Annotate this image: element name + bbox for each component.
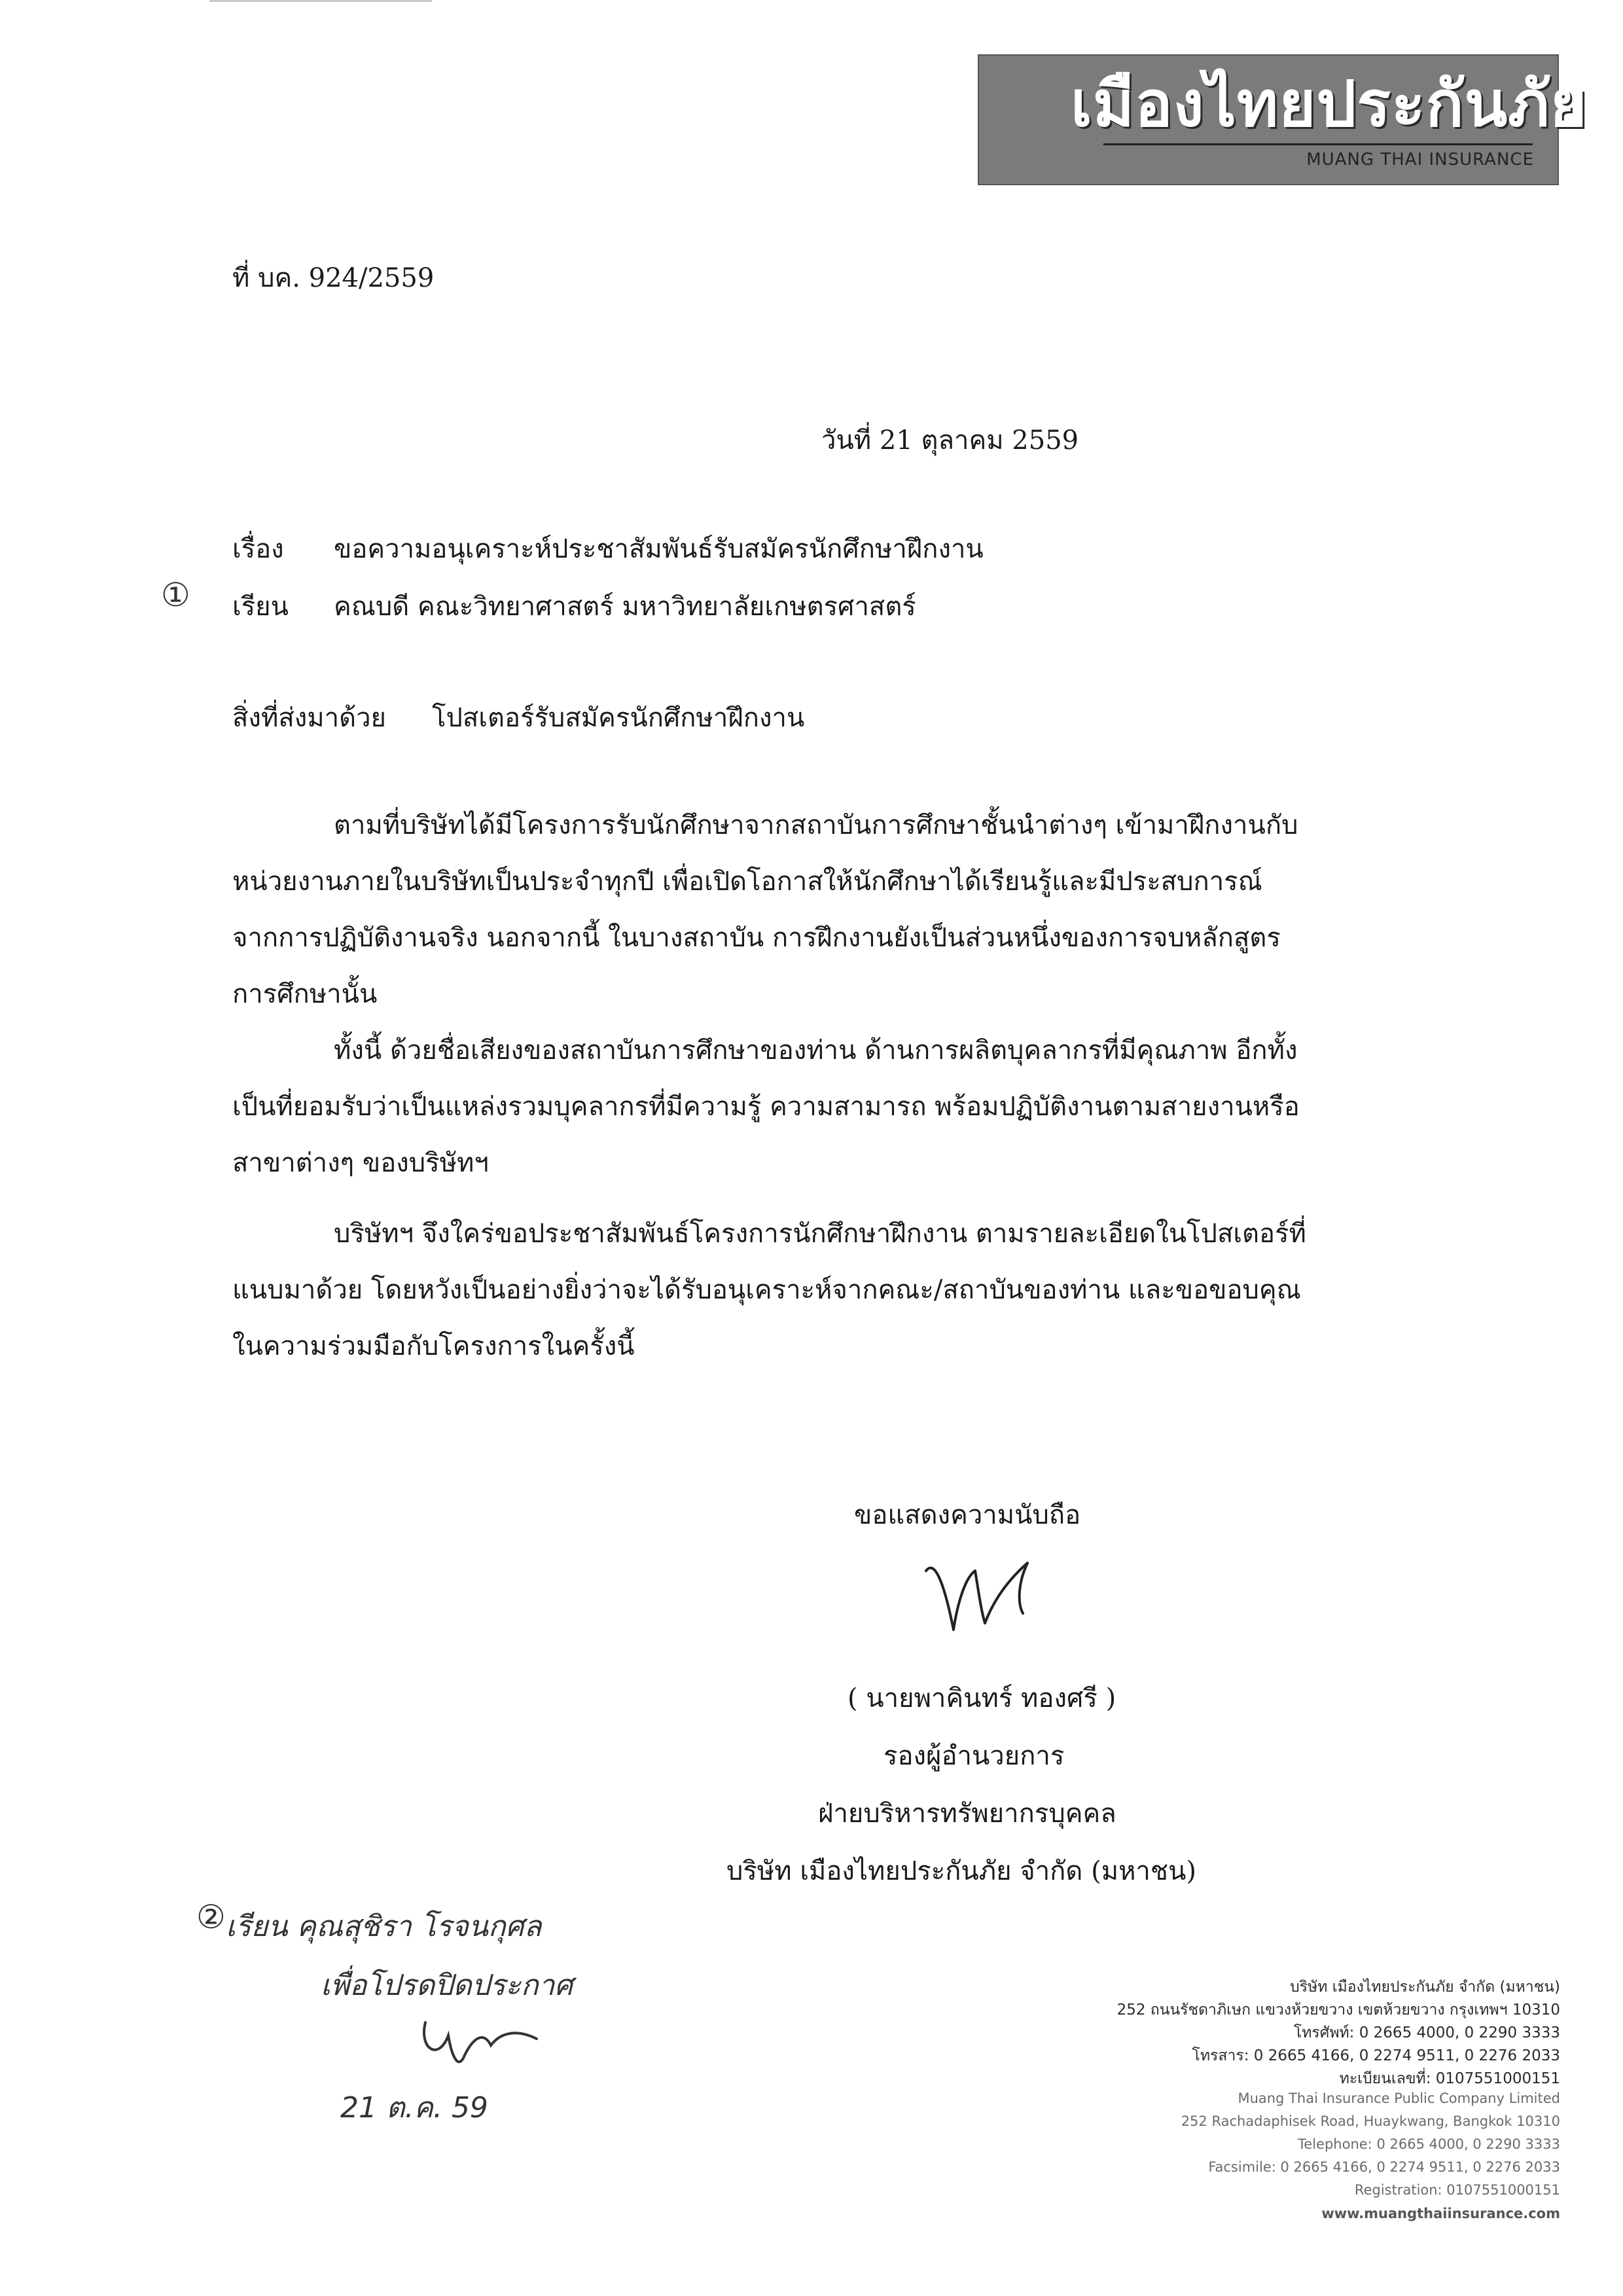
reference-number: ที่ บค. 924/2559: [232, 263, 435, 293]
handwritten-note-line-2: เพื่อโปรดปิดประกาศ: [321, 1969, 573, 2002]
handwritten-note-line-1: เรียน คุณสุชิรา โรจนกุศล: [226, 1910, 542, 1943]
paragraph-2-line-3: สาขาต่างๆ ของบริษัทฯ: [232, 1148, 489, 1178]
footer-address-th: 252 ถนนรัชดาภิเษก แขวงห้วยขวาง เขตห้วยขวาง กรุงเทพฯ 10310: [1116, 2001, 1560, 2018]
logo-rule: [1103, 143, 1533, 145]
handwritten-mark-1: ①: [161, 576, 190, 614]
footer-phone-th: โทรศัพท์: 0 2665 4000, 0 2290 3333: [1293, 2024, 1560, 2041]
footer-phone-en: Telephone: 0 2665 4000, 0 2290 3333: [1298, 2136, 1560, 2152]
footer-fax-en: Facsimile: 0 2665 4166, 0 2274 9511, 0 2276 2033: [1208, 2159, 1560, 2175]
signer-title: รองผู้อำนวยการ: [883, 1741, 1065, 1771]
logo-name: เมืองไทยประกันภัย: [1071, 67, 1588, 141]
logo-subtitle: MUANG THAI INSURANCE: [1306, 150, 1534, 170]
signer-name: ( นายพาคินทร์ ทองศรี ): [847, 1683, 1116, 1713]
footer-address-en: 252 Rachadaphisek Road, Huaykwang, Bangkok 10310: [1181, 2113, 1560, 2129]
footer-company-th: บริษัท เมืองไทยประกันภัย จำกัด (มหาชน): [1290, 1979, 1560, 1996]
paragraph-3-line-2: แนบมาด้วย โดยหวังเป็นอย่างยิ่งว่าจะได้รับอนุเคราะห์จากคณะ/สถาบันของท่าน และขอขอบคุณ: [232, 1275, 1301, 1305]
subject-text: ขอความอนุเคราะห์ประชาสัมพันธ์รับสมัครนักศึกษาฝึกงาน: [334, 534, 984, 564]
footer-company-en: Muang Thai Insurance Public Company Limited: [1238, 2090, 1560, 2106]
recipient-label: เรียน: [232, 592, 289, 622]
paragraph-1-line-1: ตามที่บริษัทได้มีโครงการรับนักศึกษาจากสถาบันการศึกษาชั้นนำต่างๆ เข้ามาฝึกงานกับ: [334, 810, 1298, 840]
handwritten-mark-2: ②: [196, 1898, 226, 1936]
recipient-text: คณบดี คณะวิทยาศาสตร์ มหาวิทยาลัยเกษตรศาสตร์: [334, 592, 916, 622]
paragraph-1-line-4: การศึกษานั้น: [232, 979, 378, 1009]
company-logo: [978, 54, 1588, 185]
letter-date: วันที่ 21 ตุลาคม 2559: [821, 425, 1079, 456]
footer-website: www.muangthaiinsurance.com: [1321, 2206, 1560, 2221]
signer-company: บริษัท เมืองไทยประกันภัย จำกัด (มหาชน): [726, 1856, 1196, 1886]
paragraph-3-line-3: ในความร่วมมือกับโครงการในครั้งนี้: [232, 1331, 635, 1361]
closing-text: ขอแสดงความนับถือ: [854, 1500, 1081, 1530]
footer-registration-en: Registration: 0107551000151: [1354, 2182, 1560, 2198]
footer-registration-th: ทะเบียนเลขที่: 0107551000151: [1339, 2070, 1560, 2087]
paragraph-1-line-3: จากการปฏิบัติงานจริง นอกจากนี้ ในบางสถาบัน การฝึกงานยังเป็นส่วนหนึ่งของการจบหลักสูตร: [232, 923, 1281, 953]
paragraph-3-line-1: บริษัทฯ จึงใคร่ขอประชาสัมพันธ์โครงการนักศึกษาฝึกงาน ตามรายละเอียดในโปสเตอร์ที่: [334, 1219, 1306, 1249]
paragraph-2-line-1: ทั้งนี้ ด้วยชื่อเสียงของสถาบันการศึกษาของท่าน ด้านการผลิตบุคลากรที่มีคุณภาพ อีกทั้ง: [334, 1035, 1298, 1066]
footer-fax-th: โทรสาร: 0 2665 4166, 0 2274 9511, 0 2276 2033: [1192, 2047, 1560, 2064]
enclosure-label: สิ่งที่ส่งมาด้วย: [232, 703, 386, 733]
enclosure-text: โปสเตอร์รับสมัครนักศึกษาฝึกงาน: [432, 703, 805, 733]
signer-department: ฝ่ายบริหารทรัพยากรบุคคล: [818, 1799, 1116, 1829]
handwritten-initials: [412, 2009, 543, 2081]
subject-label: เรื่อง: [232, 534, 284, 564]
handwritten-note-date: 21 ต.ค. 59: [340, 2091, 488, 2125]
signature-image: [913, 1551, 1063, 1649]
paragraph-1-line-2: หน่วยงานภายในบริษัทเป็นประจำทุกปี เพื่อเปิดโอกาสให้นักศึกษาได้เรียนรู้และมีประสบการณ์: [232, 867, 1262, 897]
scan-artifact-line: [209, 0, 432, 2]
paragraph-2-line-2: เป็นที่ยอมรับว่าเป็นแหล่งรวมบุคลากรที่มีความรู้ ความสามารถ พร้อมปฏิบัติงานตามสายงานหรือ: [232, 1092, 1300, 1122]
